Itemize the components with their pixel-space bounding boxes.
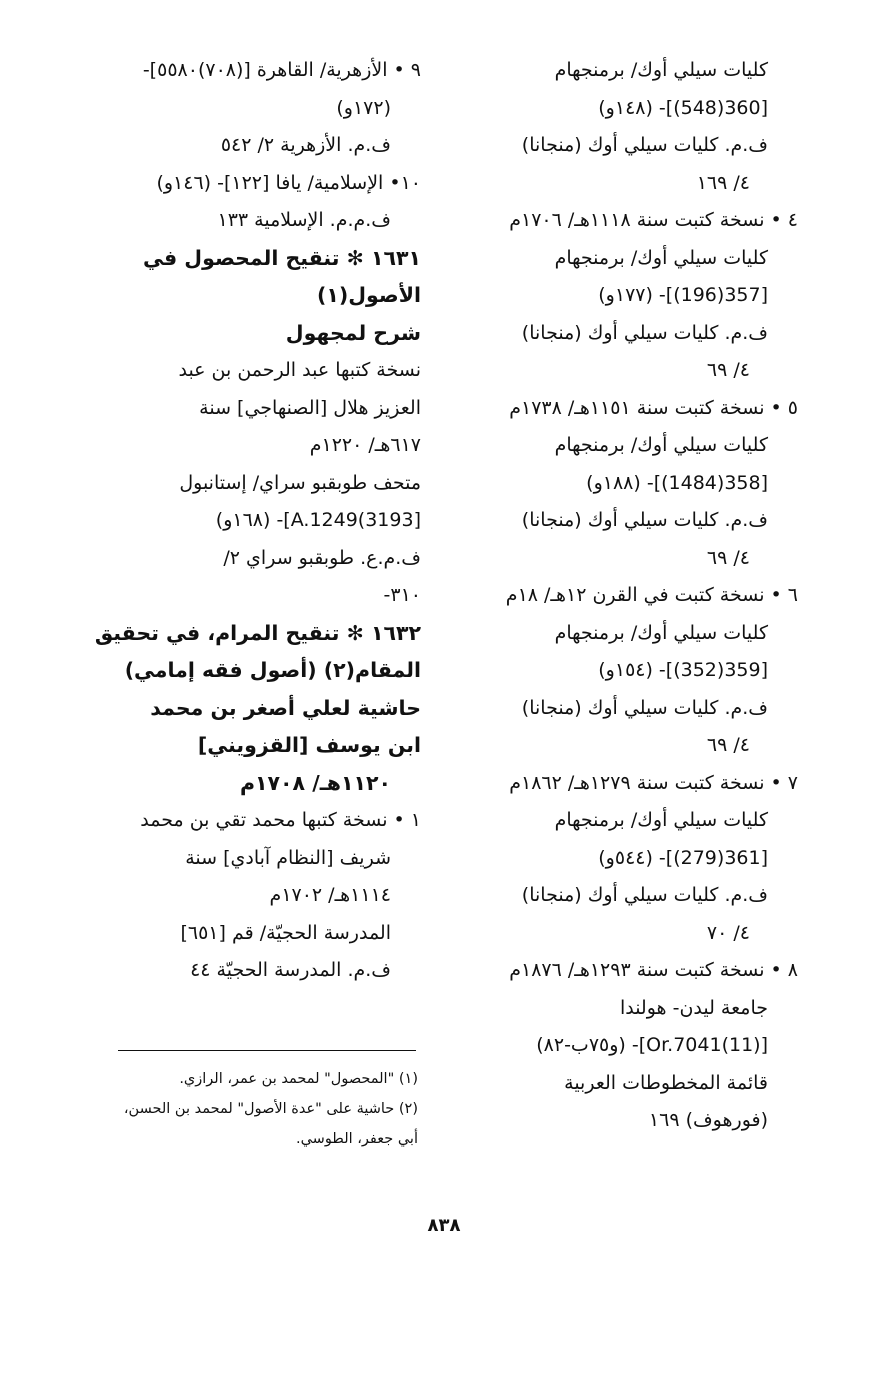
location-line: كليات سيلي أوك/ برمنجهام: [554, 246, 768, 269]
reference-line: ٤/ ٦٩: [706, 546, 750, 569]
copy-description: نسخة كتبها عبد الرحمن بن عبد: [178, 359, 421, 381]
reference-line: ٣١٠-: [383, 584, 421, 606]
microfilm-line: ف.م. كليات سيلي أوك (منجانا): [521, 321, 768, 344]
entry-title-1631-cont: الأصول(١): [316, 283, 421, 307]
copy-entry-4: ٤ • نسخة كتبت سنة ١١١٨هـ/ ١٧٠٦م: [509, 209, 798, 231]
shelfmark-line: [357(196)]- (١٧٧و): [598, 284, 768, 306]
copy-description: العزيز هلال [الصنهاجي] سنة: [199, 396, 421, 419]
right-column: [462, 52, 798, 1140]
page-number: ٨٣٨: [427, 1215, 461, 1236]
shelfmark-line: [360(548)]- (١٤٨و): [598, 96, 768, 119]
entry-author: حاشية لعلي أصغر بن محمد: [150, 695, 421, 720]
microfilm-line: ف.م. الأزهرية ٢/ ٥٤٢: [220, 134, 391, 156]
entry-title-1632: ١٦٣٢ ✻ تنقيح المرام، في تحقيق: [94, 620, 421, 645]
footnote-2: (٢) حاشية على "عدة الأصول" لمحمد بن الحسن،: [123, 1101, 418, 1117]
microfilm-line: ف.م.م. الإسلامية ١٣٣: [217, 209, 391, 231]
copy-description: شريف [النظام آبادي] سنة: [185, 846, 391, 869]
location-line: كليات سيلي أوك/ برمنجهام: [554, 59, 768, 81]
copy-date: ١١١٤هـ/ ١٧٠٢م: [269, 884, 391, 906]
copy-entry-5: ٥ • نسخة كتبت سنة ١١٥١هـ/ ١٧٣٨م: [509, 396, 798, 419]
copy-entry-8: ٨ • نسخة كتبت سنة ١٢٩٣هـ/ ١٨٧٦م: [509, 959, 798, 981]
location-line: جامعة ليدن- هولندا: [619, 996, 768, 1019]
entry-subtitle: شرح لمجهول: [285, 320, 421, 345]
footnotes: [85, 1064, 418, 1154]
copy-entry-1: ١ • نسخة كتبها محمد تقي بن محمد: [140, 809, 421, 831]
reference-line: ٤/ ٦٩: [706, 734, 750, 756]
location-line: متحف طوبقبو سراي/ إستانبول: [179, 471, 421, 494]
microfilm-line: ف.م. المدرسة الحجيّة ٤٤: [190, 959, 391, 981]
microfilm-line: ف.م. كليات سيلي أوك (منجانا): [521, 134, 768, 156]
footnote-2-cont: أبي جعفر، الطوسي.: [295, 1131, 418, 1147]
copy-entry-7: ٧ • نسخة كتبت سنة ١٢٧٩هـ/ ١٨٦٢م: [509, 771, 798, 794]
shelfmark-line: [Or.7041(11)]- (و٧٥ب-٨٢): [536, 1034, 768, 1056]
shelfmark-line: [358(1484)]- (١٨٨و): [586, 471, 768, 494]
microfilm-line: ف.م. كليات سيلي أوك (منجانا): [521, 696, 768, 719]
reference-line: ٤/ ١٦٩: [696, 171, 750, 194]
copy-entry-6: ٦ • نسخة كتبت في القرن ١٢هـ/ ١٨م: [505, 584, 798, 606]
catalog-line: (فورهوف) ١٦٩: [648, 1109, 768, 1131]
copy-date: ٦١٧هـ/ ١٢٢٠م: [309, 434, 421, 456]
location-line: كليات سيلي أوك/ برمنجهام: [554, 621, 768, 644]
shelfmark-line: [3193)A.1249]- (١٦٨و): [215, 509, 421, 531]
footnote-1: (١) "المحصول" لمحمد بن عمر، الرازي.: [179, 1071, 418, 1087]
shelfmark-line: [361(279)]- (٥٤٤و): [598, 846, 768, 869]
reference-line: ٤/ ٧٠: [706, 921, 750, 944]
footnote-divider: [118, 1050, 416, 1051]
reference-line: ٤/ ٦٩: [706, 359, 750, 381]
entry-date: ١١٢٠هـ/ ١٧٠٨م: [239, 770, 391, 795]
copy-entry-9: ٩ • الأزهرية/ القاهرة [(٧٠٨)٥٥٨٠]-: [142, 59, 421, 81]
catalog-line: قائمة المخطوطات العربية: [564, 1071, 768, 1094]
location-line: كليات سيلي أوك/ برمنجهام: [554, 809, 768, 831]
location-line: كليات سيلي أوك/ برمنجهام: [554, 434, 768, 456]
location-line: المدرسة الحجيّة/ قم [٦٥١]: [180, 921, 391, 944]
copy-entry-10: ١٠• الإسلامية/ يافا [١٢٢]- (١٤٦و): [156, 171, 421, 194]
microfilm-line: ف.م.ع. طوبقبو سراي ٢/: [223, 546, 421, 569]
entry-title-1632-cont: المقام(٢) (أصول فقه إمامي): [124, 658, 421, 682]
shelfmark-line: [359(352)]- (١٥٤و): [598, 659, 768, 681]
entry-author-cont: ابن يوسف [القزويني]: [197, 733, 421, 757]
entry-title-1631: ١٦٣١ ✻ تنقيح المحصول في: [143, 245, 421, 270]
microfilm-line: ف.م. كليات سيلي أوك (منجانا): [521, 509, 768, 531]
shelfmark-line: (١٧٢و): [336, 96, 391, 119]
microfilm-line: ف.م. كليات سيلي أوك (منجانا): [521, 884, 768, 906]
left-column: [85, 52, 421, 990]
